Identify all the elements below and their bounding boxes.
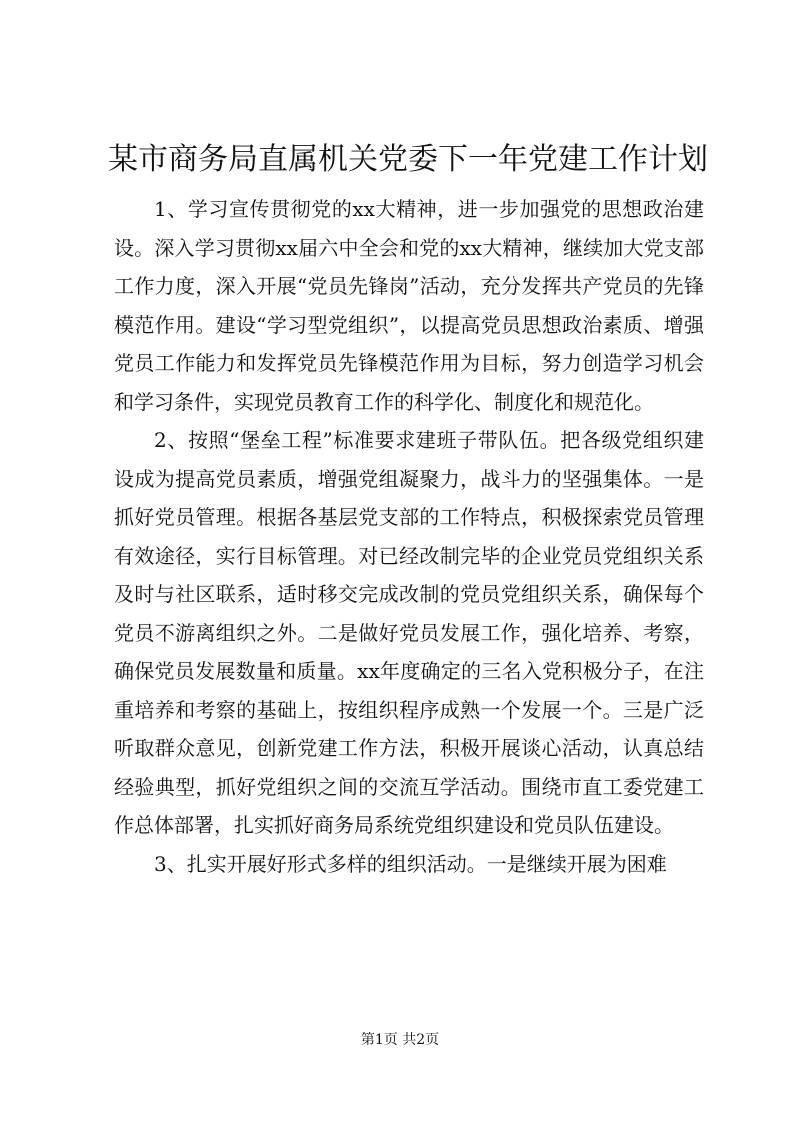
document-body [114,190,704,883]
paragraph-2: 2、按照“堡垒工程”标准要求建班子带队伍。把各级党组织建设成为提高党员素质，增强党组凝聚力，战斗力的坚强集体。一是抓好党员管理。根据各基层党支部的工作特点，积极探索党员管理有效途径，实行目标管理。对已经改制完毕的企业党员党组织关系及时与社区联系，适时移交完成改制的党员党组织关系，确保每个党员不游离组织之外。二是做好党员发展工作，强化培养、考察，确保党员发展数量和质量。xx年度确定的三名入党积极分子，在注重培养和考察的基础上，按组织程序成熟一个发展一个。三是广泛听取群众意见，创新党建工作方法，积极开展谈心活动，认真总结经验典型，抓好党组织之间的交流互学活动。围绕市直工委党建工作总体部署，扎实抓好商务局系统党组织建设和党员队伍建设。 [114,428,704,837]
document-title: 某市商务局直属机关党委下一年党建工作计划 [108,142,708,177]
paragraph-3: 3、扎实开展好形式多样的组织活动。一是继续开展为困难 [154,851,667,876]
paragraph-1: 1、学习宣传贯彻党的xx大精神，进一步加强党的思想政治建设。深入学习贯彻xx届六中全会和党的xx大精神，继续加大党支部工作力度，深入开展“党员先锋岗”活动，充分发挥共产党员的先锋模范作用。建设“学习型党组织”，以提高党员思想政治素质、增强党员工作能力和发挥党员先锋模范作用为目标，努力创造学习机会和学习条件，实现党员教育工作的科学化、制度化和规范化。 [114,197,704,414]
page-number-footer: 第1页 共2页 [360,1032,440,1048]
